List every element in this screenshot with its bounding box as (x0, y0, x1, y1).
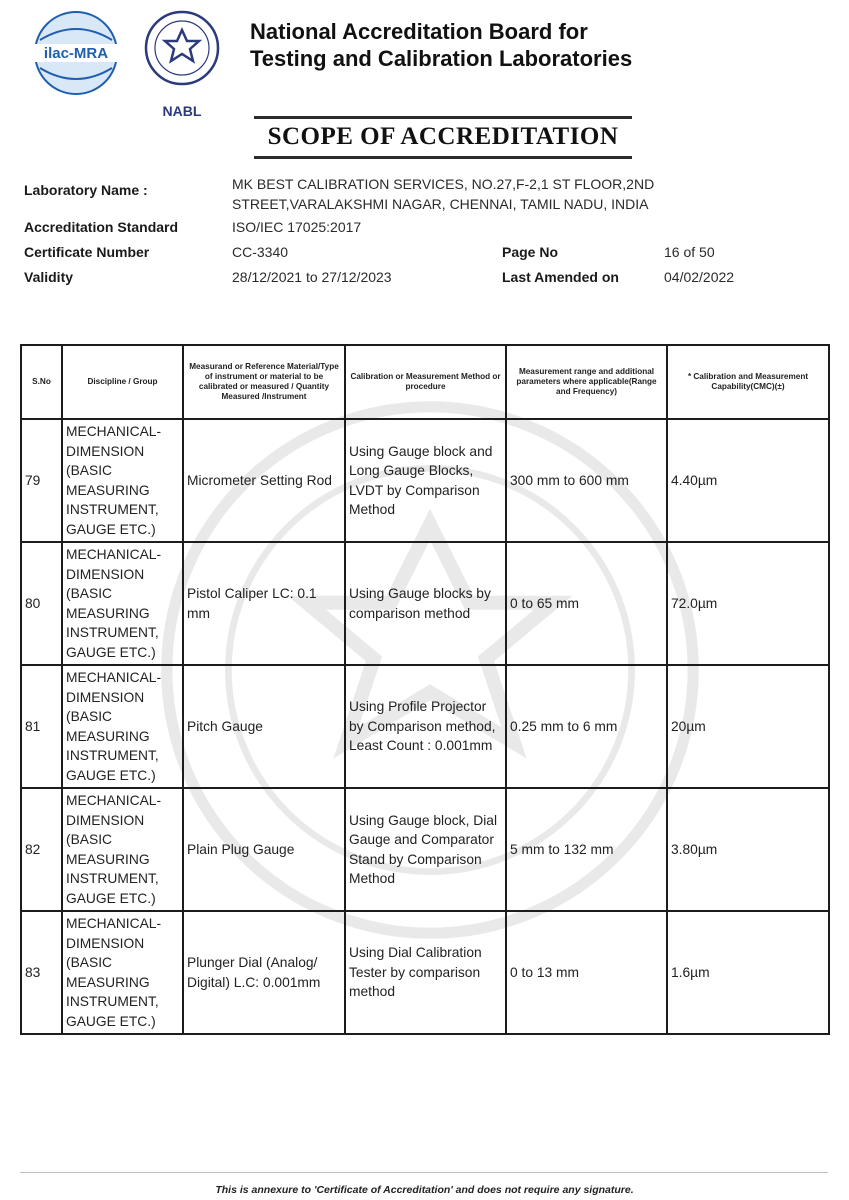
cell-measurand: Pitch Gauge (183, 665, 345, 788)
certificate-value: CC-3340 (232, 244, 289, 260)
standard-label: Accreditation Standard (24, 219, 179, 235)
cell-range: 0.25 mm to 6 mm (506, 665, 667, 788)
footer-divider (20, 1172, 828, 1173)
header-measurand: Measurand or Reference Material/Type of instrument or material to be calibrated or measured / Quantity Measured /Instrument (183, 345, 345, 419)
validity-value: 28/12/2021 to 27/12/2023 (232, 269, 392, 285)
table-row (21, 788, 829, 911)
standard-value: ISO/IEC 17025:2017 (232, 219, 362, 235)
cell-cmc: 20µm (667, 665, 829, 788)
cell-discipline: MECHANICAL- DIMENSION (BASIC MEASURING INSTRUMENT, GAUGE ETC.) (62, 542, 183, 665)
cell-method: Using Gauge block, Dial Gauge and Comparator Stand by Comparison Method (345, 788, 506, 911)
cell-cmc: 4.40µm (667, 419, 829, 542)
cell-cmc: 72.0µm (667, 542, 829, 665)
certificate-label: Certificate Number (24, 244, 150, 260)
last-amended-value: 04/02/2022 (664, 269, 735, 285)
cell-discipline: MECHANICAL- DIMENSION (BASIC MEASURING INSTRUMENT, GAUGE ETC.) (62, 665, 183, 788)
cell-discipline: MECHANICAL- DIMENSION (BASIC MEASURING INSTRUMENT, GAUGE ETC.) (62, 419, 183, 542)
scope-title: SCOPE OF ACCREDITATION (254, 116, 632, 159)
cell-method: Using Profile Projector by Comparison method, Least Count : 0.001mm (345, 665, 506, 788)
table-row (21, 542, 829, 665)
ilac-logo-text: ilac-MRA (43, 45, 109, 62)
cell-measurand: Plunger Dial (Analog/ Digital) L.C: 0.001mm (183, 911, 345, 1034)
cell-cmc: 3.80µm (667, 788, 829, 911)
cell-sno: 83 (21, 911, 62, 1034)
organization-title (250, 18, 810, 72)
cell-method: Using Dial Calibration Tester by comparison method (345, 911, 506, 1034)
table-header-row (21, 345, 829, 419)
footer-note: This is annexure to 'Certificate of Accreditation' and does not require any signature. (215, 1184, 634, 1196)
cell-discipline: MECHANICAL- DIMENSION (BASIC MEASURING INSTRUMENT, GAUGE ETC.) (62, 788, 183, 911)
header-method: Calibration or Measurement Method or procedure (345, 345, 506, 419)
nabl-logo (142, 8, 222, 124)
validity-label: Validity (24, 269, 74, 285)
cell-method: Using Gauge block and Long Gauge Blocks, LVDT by Comparison Method (345, 419, 506, 542)
cell-range: 300 mm to 600 mm (506, 419, 667, 542)
scope-table (20, 344, 830, 1035)
ilac-mra-logo (26, 10, 126, 96)
page-no-label: Page No (502, 244, 559, 260)
header-range: Measurement range and additional parameters where applicable(Range and Frequency) (506, 345, 667, 419)
cell-sno: 80 (21, 542, 62, 665)
cell-cmc: 1.6µm (667, 911, 829, 1034)
table-row (21, 665, 829, 788)
org-title-line2: Testing and Calibration Laboratories (250, 46, 633, 71)
lab-name-label: Laboratory Name : (24, 182, 148, 198)
header-sno: S.No (21, 345, 62, 419)
last-amended-label: Last Amended on (502, 269, 619, 285)
header-discipline: Discipline / Group (62, 345, 183, 419)
cell-method: Using Gauge blocks by comparison method (345, 542, 506, 665)
cell-discipline: MECHANICAL- DIMENSION (BASIC MEASURING INSTRUMENT, GAUGE ETC.) (62, 911, 183, 1034)
nabl-logo-text: NABL (162, 103, 202, 119)
header-cmc: * Calibration and Measurement Capability(CMC)(±) (667, 345, 829, 419)
lab-name-line1: MK BEST CALIBRATION SERVICES, NO.27,F-2,1 ST FLOOR,2ND (232, 176, 655, 192)
table-row (21, 419, 829, 542)
cell-sno: 81 (21, 665, 62, 788)
table-row (21, 911, 829, 1034)
page-no-value: 16 of 50 (664, 244, 715, 260)
cell-range: 0 to 13 mm (506, 911, 667, 1034)
lab-name-value (232, 174, 654, 214)
cell-measurand: Plain Plug Gauge (183, 788, 345, 911)
cell-sno: 79 (21, 419, 62, 542)
cell-sno: 82 (21, 788, 62, 911)
cell-measurand: Micrometer Setting Rod (183, 419, 345, 542)
cell-range: 5 mm to 132 mm (506, 788, 667, 911)
cell-measurand: Pistol Caliper LC: 0.1 mm (183, 542, 345, 665)
cell-range: 0 to 65 mm (506, 542, 667, 665)
lab-name-line2: STREET,VARALAKSHMI NAGAR, CHENNAI, TAMIL NADU, INDIA (232, 196, 649, 212)
org-title-line1: National Accreditation Board for (250, 19, 588, 44)
